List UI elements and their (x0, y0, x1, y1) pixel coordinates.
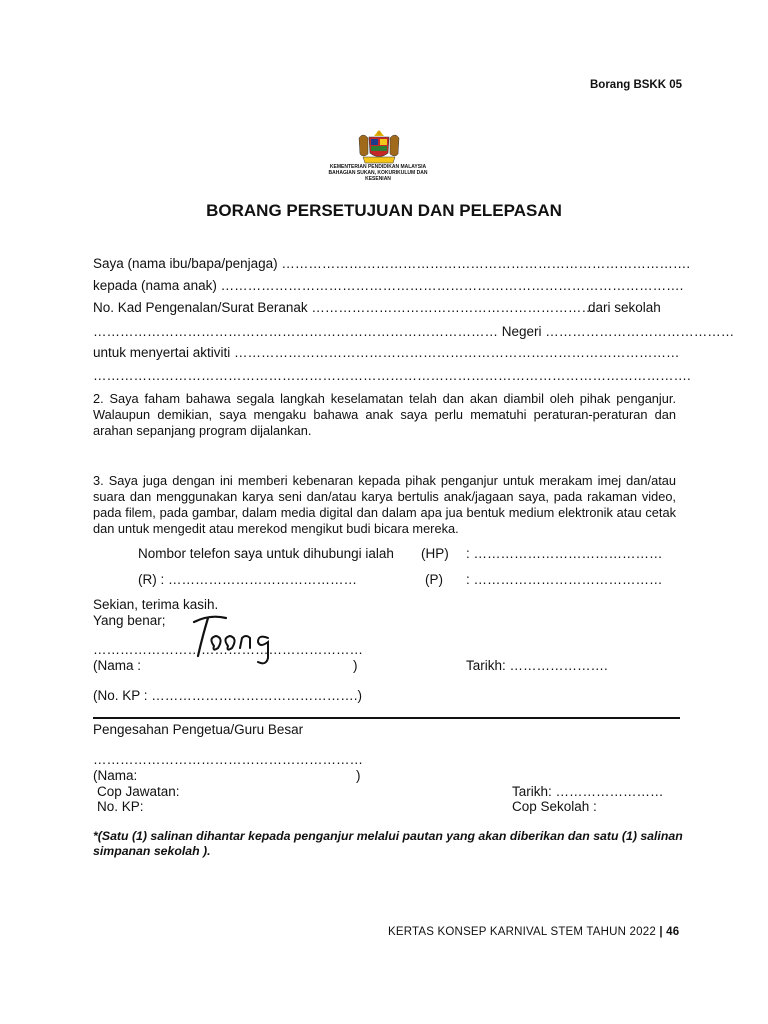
home-phone-field[interactable]: (R) : …………………………………… (138, 572, 357, 587)
principal-date-field[interactable]: Tarikh: …………………… (512, 784, 664, 799)
coat-of-arms-logo (355, 128, 403, 166)
phone-intro: Nombor telefon saya untuk dihubungi ialah (138, 546, 394, 561)
handwritten-signature (180, 608, 290, 670)
p-phone-field[interactable]: : …………………………………… (466, 572, 663, 587)
child-name-field[interactable]: kepada (nama anak) …………………………………………………………………………………………. (93, 278, 684, 293)
official-stamp-label: Cop Jawatan: (97, 784, 180, 799)
principal-name-close: ) (356, 768, 361, 783)
signer-date-field[interactable]: Tarikh: …………………. (466, 658, 608, 673)
ministry-name: KEMENTERIAN PENDIDIKAN MALAYSIA (329, 164, 427, 170)
paragraph-2: 2. Saya faham bahawa segala langkah keselamatan telah dan akan diambil oleh pihak penganjur. Walaupun demikian, saya mengaku bahawa anak saya perlu mematuhi peraturan-peraturan dan arahan sepanjang program dijalankan. (93, 391, 676, 438)
footer-text: KERTAS KONSEP KARNIVAL STEM TAHUN 2022 (388, 926, 656, 938)
page-number: 46 (666, 926, 680, 938)
signer-name-close: ) (353, 658, 358, 673)
principal-signature-line[interactable]: …………………………………………………… (93, 752, 363, 767)
parent-name-field[interactable]: Saya (nama ibu/bapa/penjaga) ………………………………………………………………………………. (93, 256, 691, 271)
form-title: BORANG PERSETUJUAN DAN PELEPASAN (206, 201, 562, 220)
hp-phone-field[interactable]: : …………………………………… (466, 546, 663, 561)
closing-thanks: Sekian, terima kasih. (93, 597, 219, 612)
footer-separator: | (659, 926, 663, 938)
principal-ic-label: No. KP: (97, 799, 144, 814)
school-label: dari sekolah (588, 300, 661, 315)
hp-label: (HP) (421, 546, 449, 561)
closing-yours: Yang benar; (93, 613, 166, 628)
ic-number-field[interactable]: No. Kad Pengenalan/Surat Beranak ……………………………………………………… (93, 300, 595, 315)
principal-name-label: (Nama: (93, 768, 138, 783)
activity-continuation-field[interactable]: ……………………………………………………………………………………………………………………. (93, 368, 691, 383)
p-label: (P) (425, 572, 443, 587)
signer-name-label: (Nama : (93, 658, 142, 673)
ministry-label (318, 164, 438, 182)
signer-ic-field[interactable]: (No. KP : ……………………………………….) (93, 688, 363, 703)
school-state-field[interactable]: ……………………………………………………………………………… Negeri …………………………………… (93, 324, 735, 339)
form-code: Borang BSKK 05 (590, 79, 683, 91)
division-name: BAHAGIAN SUKAN, KOKURIKULUM DAN KESENIAN (328, 170, 428, 182)
activity-field[interactable]: untuk menyertai aktiviti ……………………………………………………………………………………… (93, 345, 680, 360)
section-divider (93, 717, 680, 719)
paragraph-3: 3. Saya juga dengan ini memberi kebenaran kepada pihak penganjur untuk merakam imej dan/atau suara dan menggunakan karya seni dan/atau karya bertulis anak/jagaan saya, pada rakaman video, pada filem, pada gambar, dalam media digital dan dalam apa jua bentuk medium elektronik atau cetak dan untuk mengedit atau merekod mengikut budi bicara mereka. (93, 473, 676, 536)
signature-line[interactable]: …………………………………………………… (93, 642, 363, 657)
endorsement-heading: Pengesahan Pengetua/Guru Besar (93, 722, 304, 737)
school-stamp-label: Cop Sekolah : (512, 799, 597, 814)
page-footer (388, 926, 679, 938)
copies-note: *(Satu (1) salinan dihantar kepada penganjur melalui pautan yang akan diberikan dan satu (1) salinan simpanan sekolah ). (93, 829, 683, 858)
